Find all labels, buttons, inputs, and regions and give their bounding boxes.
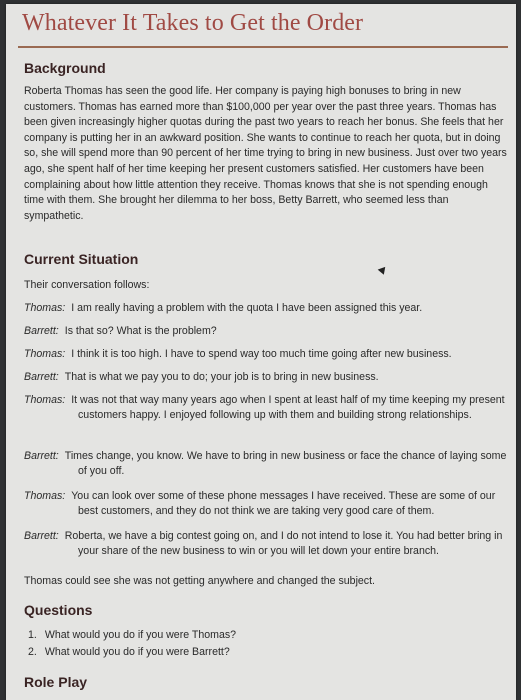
- dialogue-text: I am really having a problem with the quota I have been assigned this year.: [71, 302, 423, 314]
- dialogue-turn: [24, 393, 508, 424]
- background-paragraph: Roberta Thomas has seen the good life. Her company is paying high bonuses to bring in new customers. Thomas has earned more than $100,000 per year over the past three years. Thomas has been given increasingly higher quotas during the past two years to reach her bonus. She feels that her company is putting her in an awkward position. She wants to continue to reach her quota, but in doing so, she will spend more than 90 percent of her time trying to bring in new business. Just over two years ago, she spent half of her time keeping her present customers satisfied. Her customers have been complaining about how little attention they receive. Thomas knows that she is not spending enough time with them. She brought her dilemma to her boss, Betty Barrett, who seemed less than sympathetic.: [24, 85, 507, 222]
- dialogue-text: Times change, you know. We have to bring in new business or face the chance of laying some of you off.: [64, 450, 507, 478]
- dialogue-turn: [24, 370, 508, 385]
- dialogue-turn: [24, 324, 508, 339]
- dialogue-speaker: Barrett:: [24, 325, 59, 337]
- dialogue-text: It was not that way many years ago when I spent at least half of my time keeping my present customers happy. I enjoyed following up with them and building strong relationships.: [71, 394, 505, 422]
- dialogue-speaker: Thomas:: [24, 302, 66, 314]
- question-text: What would you do if you were Barrett?: [44, 646, 230, 658]
- dialogue-text: That is what we pay you to do; your job is to bring in new business.: [64, 371, 379, 383]
- page-title: Whatever It Takes to Get the Order: [22, 10, 364, 36]
- dialogue-text: Is that so? What is the problem?: [64, 325, 217, 337]
- situation-intro: Their conversation follows:: [24, 279, 150, 291]
- dialogue-speaker: Barrett:: [24, 530, 59, 542]
- dialogue-speaker: Thomas:: [24, 348, 66, 360]
- situation-heading: Current Situation: [24, 251, 139, 267]
- question-number: 1.: [28, 629, 37, 641]
- dialogue-turn: [24, 301, 508, 316]
- situation-closing: Thomas could see she was not getting anywhere and changed the subject.: [24, 575, 375, 587]
- background-heading: Background: [24, 60, 106, 76]
- dialogue-turn: [24, 449, 508, 480]
- dialogue-speaker: Barrett:: [24, 450, 59, 462]
- document-page: [6, 4, 516, 700]
- title-divider: [18, 46, 508, 48]
- questions-heading: Questions: [24, 602, 93, 618]
- question-item: [28, 646, 230, 658]
- dialogue-turn: [24, 489, 508, 520]
- dialogue-turn: [24, 529, 508, 560]
- dialogue-text: You can look over some of these phone messages I have received. These are some of our best customers, and they do not think we are taking very good care of them.: [71, 490, 496, 518]
- question-text: What would you do if you were Thomas?: [44, 629, 237, 641]
- dialogue-text: Roberta, we have a big contest going on, and I do not intend to lose it. You had better bring in your share of the new business to win or you will let down your entire branch.: [64, 530, 503, 558]
- dialogue-speaker: Barrett:: [24, 371, 59, 383]
- dialogue-speaker: Thomas:: [24, 394, 66, 406]
- mouse-pointer-icon: [378, 264, 389, 275]
- dialogue-turn: [24, 347, 508, 362]
- dialogue-speaker: Thomas:: [24, 490, 66, 502]
- question-item: [28, 629, 236, 641]
- dialogue-text: I think it is too high. I have to spend way too much time going after new business.: [71, 348, 452, 360]
- roleplay-heading: Role Play: [24, 674, 88, 690]
- question-number: 2.: [28, 646, 37, 658]
